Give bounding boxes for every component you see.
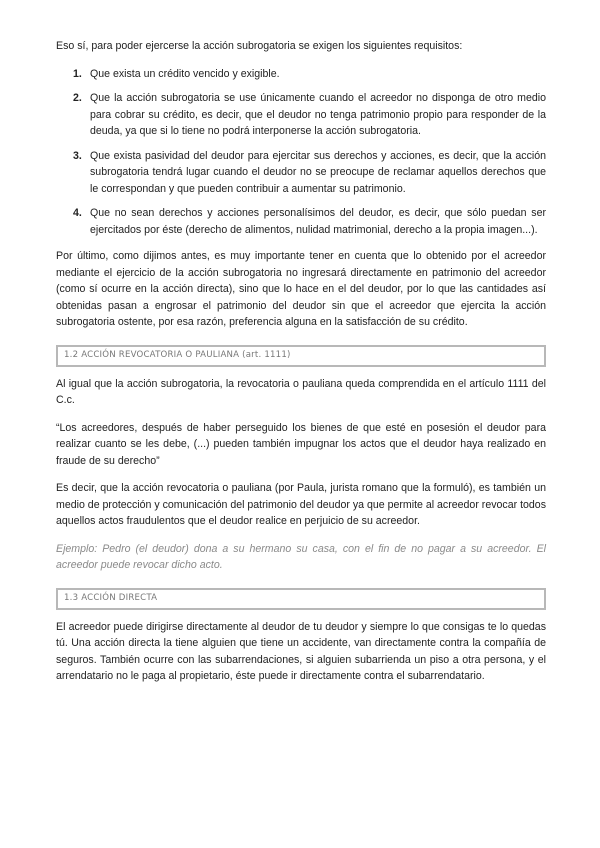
list-item	[56, 90, 546, 140]
revocatoria-intro-paragraph: Al igual que la acción subrogatoria, la revocatoria o pauliana queda comprendida en el artículo 1111 del C.c.	[56, 377, 546, 406]
list-item	[56, 205, 546, 238]
revocatoria-explanation-paragraph: Es decir, que la acción revocatoria o pauliana (por Paula, jurista romano que la formuló), es también un medio de protección y comunicación del patrimonio del deudor ya que permite al acreedor revocar todos aquellos actos fraudulentos que el deudor realice en perjuicio de su acreedor.	[56, 482, 546, 527]
list-item	[56, 148, 546, 198]
list-number: 1.	[73, 67, 82, 80]
section-heading-revocatoria: 1.2 ACCIÓN REVOCATORIA O PAULIANA (art. 1111)	[56, 345, 546, 367]
requirements-list	[56, 66, 546, 239]
directa-paragraph: El acreedor puede dirigirse directamente al deudor de tu deudor y siempre lo que consigas te lo quedas tú. Una acción directa la tiene alguien que tiene un accidente, van directamente contra la compañía de seguros. También ocurre con las subarrendaciones, si alguien subarrienda un piso a otra persona, y el arrendatario no le paga al propietario, éste puede ir directamente contra el subarrendatario.	[56, 620, 546, 682]
list-item-text: Que exista un crédito vencido y exigible.	[90, 67, 280, 80]
intro-paragraph: Eso sí, para poder ejercerse la acción subrogatoria se exigen los siguientes requisitos:	[56, 40, 463, 52]
list-number: 2.	[73, 92, 82, 104]
legal-quote: “Los acreedores, después de haber perseguido los bienes de que esté en posesión el deudor para realizar cuanto se les debe, (...) pueden también impugnar los actos que el deudor haya realizado en fraude de su derecho”	[56, 421, 546, 467]
list-number: 4.	[73, 207, 82, 219]
list-number: 3.	[73, 149, 82, 162]
section-heading-directa: 1.3 ACCIÓN DIRECTA	[56, 588, 546, 610]
page-content	[56, 38, 546, 696]
list-item-text: Que exista pasividad del deudor para ejercitar sus derechos y acciones, es decir, que la acción subrogatoria tendrá lugar cuando el deudor no se preocupe de reclamar aquellos derechos que le correspondan y que pueden contribuir a aumentar su patrimonio.	[90, 149, 546, 195]
conclusion-paragraph: Por último, como dijimos antes, es muy importante tener en cuenta que lo obtenido por el acreedor mediante el ejercicio de la acción subrogatoria no ingresará directamente en patrimonio del acreedor (como sí ocurre en la acción directa), sino que lo hace en el del deudor, por lo que las cantidades así obtenidas pasan a engrosar el patrimonio del deudor sin que el acreedor que ejercita la acción subrogatoria ostente, por esa razón, preferencia alguna en la satisfacción de su crédito.	[56, 250, 546, 328]
example-paragraph: Ejemplo: Pedro (el deudor) dona a su hermano su casa, con el fin de no pagar a su acreedor. El acreedor puede revocar dicho acto.	[56, 542, 546, 571]
list-item	[56, 66, 546, 83]
list-item-text: Que la acción subrogatoria se use únicamente cuando el acreedor no disponga de otro medio para cobrar su crédito, es decir, que el deudor no tenga patrimonio propio para responder de la deuda, ya que si lo tiene no podrá interponerse la acción subrogatoria.	[90, 92, 546, 137]
list-item-text: Que no sean derechos y acciones personalísimos del deudor, es decir, que sólo puedan ser ejercitados por éste (derecho de alimentos, nulidad matrimonial, derecho a la propia imagen...).	[90, 207, 546, 236]
